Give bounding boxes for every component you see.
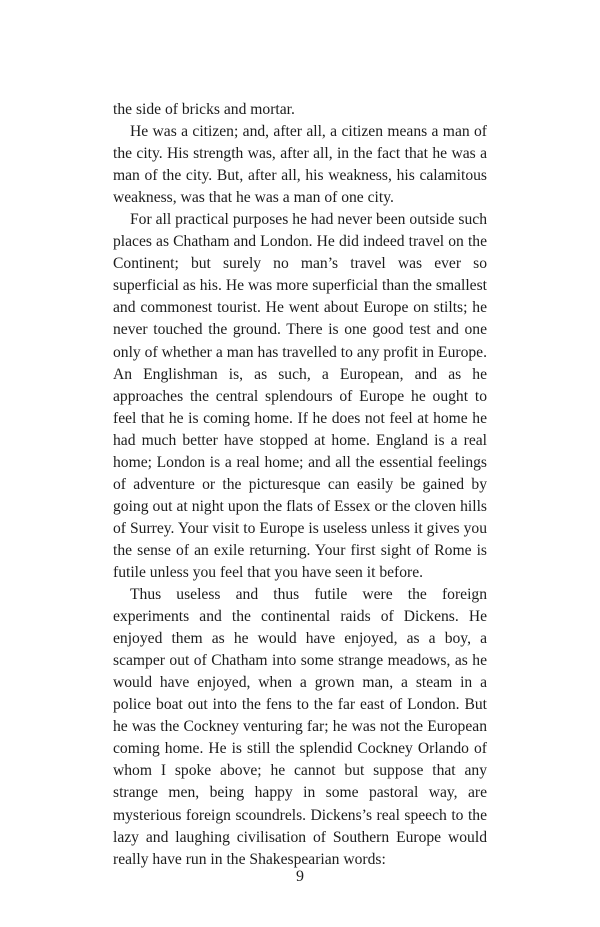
paragraph-continuation: the side of bricks and mortar. [113,101,295,118]
paragraph-foreign-experiments: Thus useless and thus futile were the foreign experiments and the continental raids of Dickens. He enjoyed them as he would have enjoyed, as a boy, a scamper out of Chatham into some strange meadows, as he would have enjoyed, when a grown man, a steam in a police boat out into the fens to the far east of London. But he was the Cockney venturing far; he was not the European coming home. He is still the splendid Cockney Orlando of whom I spoke above; he cannot but suppose that any strange men, being happy in some pastoral way, are mysterious foreign scoundrels. Dickens’s real speech to the lazy and laughing civilisation of Southern Europe would really have run in the Shakespearian words: [113,586,487,868]
paragraph-travel: For all practical purposes he had never been outside such places as Chatham and London. He did indeed travel on the Continent; but surely no man’s travel was ever so superficial as his. He was more superficial than the smallest and commonest tourist. He went about Europe on stilts; he never touched the ground. There is one good test and one only of whether a man has travelled to any profit in Europe. An Englishman is, as such, a European, and as he approaches the central splendours of Europe he ought to feel that he is coming home. If he does not feel at home he had much better have stopped at home. England is a real home; London is a real home; and all the essential feelings of adventure or the picturesque can easily be gained by going out at night upon the flats of Essex or the cloven hills of Surrey. Your visit to Europe is useless unless it gives you the sense of an exile returning. Your first sight of Rome is futile unless you feel that you have seen it before. [113,211,487,581]
page-body [113,99,487,871]
paragraph-citizen: He was a citizen; and, after all, a citizen means a man of the city. His strength was, after all, in the fact that he was a man of the city. But, after all, his weakness, his calamitous weakness, was that he was a man of one city. [113,123,487,207]
page-number: 9 [296,868,304,885]
